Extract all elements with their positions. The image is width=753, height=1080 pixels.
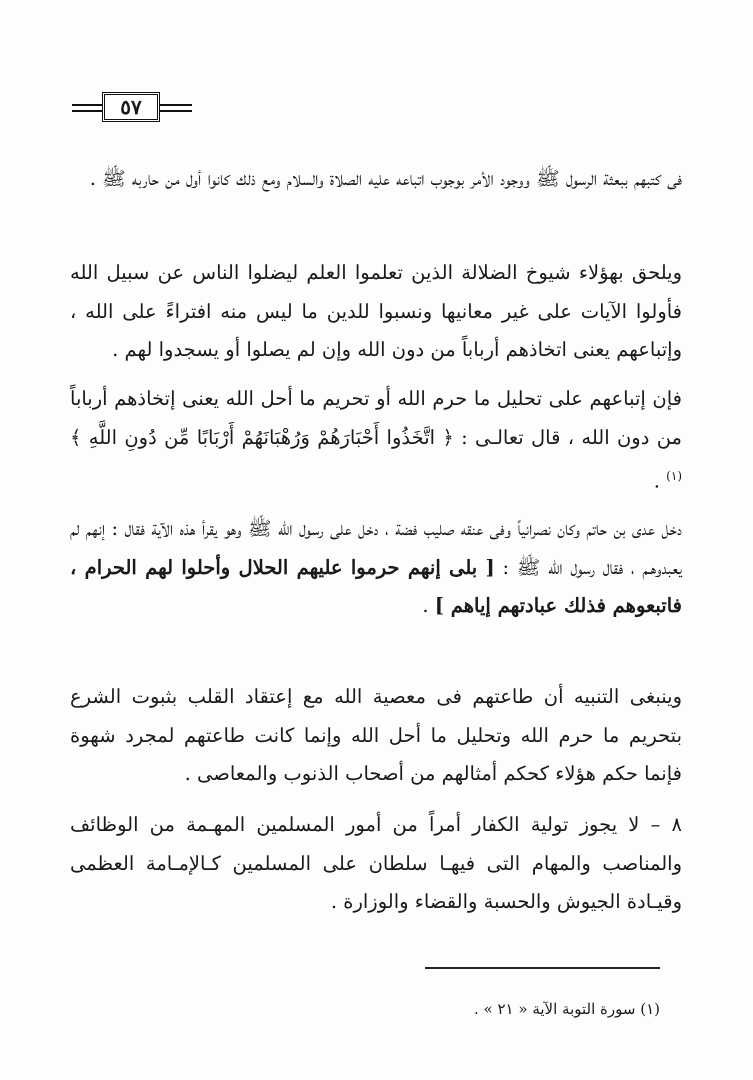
header-rule-left	[72, 104, 102, 106]
header-rule-right	[160, 104, 192, 106]
paragraph-4	[70, 510, 682, 626]
footnote: (١) سورة التوبة الآية « ٢١ » .	[474, 1000, 660, 1018]
paragraph-5: وينبغى التنبيه أن طاعتهم فى معصية الله مع إعتقاد القلب بثبوت الشرع بتحريم ما حرم الله وتحليل ما أحل الله وإنما كانت طاعتهم لمجرد شهوة فإنما حكم هؤلاء كحكم أمثالهم من أصحاب الذنوب والمعاصى .	[70, 685, 682, 785]
paragraph-3	[70, 380, 682, 501]
header-rule-left-2	[72, 110, 102, 112]
hadith-end: .	[422, 594, 429, 617]
paragraph-6: ٨ – لا يجوز تولية الكفار أمراً من أمور المسلمين المهـمة من الوظائف والمناصب والمهام التى فيهـا سلطان على المسلمين كـالإمـامة العظمى وقيـادة الجيوش والحسبة والقضاء والوزارة .	[70, 813, 682, 913]
paragraph-3-text: فإن إتباعهم على تحليل ما حرم الله أو تحريم ما أحل الله يعنى إتخاذهم أرباباً من دون الله ، قال تعالـى : ﴿ اتَّخَذُوا أَحْبَارَهُمْ وَرُهْبَانَهُمْ أَرْبَابًا مِّن دُونِ اللَّهِ ﴾	[70, 387, 682, 449]
paragraph-5-block	[70, 678, 682, 794]
page-number-header	[72, 84, 192, 128]
paragraph-1: فى كتبهم ببعثة الرسول ﷺ ووجود الأمر بوجوب اتباعه عليه الصلاة والسلام ومع ذلك كانوا أول من حاربه ﷺ .	[89, 167, 682, 190]
paragraph-3-block	[70, 380, 682, 501]
paragraph-4-text: دخل عدى بن حاتم وكان نصرانياً وفى عنقه صليب فضة ، دخل على رسول الله ﷺ وهو يقرأ هذه الآية فقال : إنهم لم يعبدوهـم ، فقال رسول الله ﷺ :	[70, 517, 682, 579]
footnote-divider	[425, 967, 660, 969]
hadith-quote: [ بلى إنهم حرموا عليهم الحلال وأحلوا لهم الحرام ، فاتبعوهم فذلك عبادتهم إياهم ]	[70, 555, 682, 617]
paragraph-4-block	[70, 510, 682, 626]
paragraph-2-block	[70, 254, 682, 370]
header-rule-right-2	[160, 110, 192, 112]
paragraph-2: ويلحق بهؤلاء شيوخ الضلالة الذين تعلموا العلم ليضلوا الناس عن سبيل الله فأولوا الآيات على غير معانيها ونسبوا للدين ما ليس منه افتراءً على الله ، وإتباعهم يعنى اتخاذهم أرباباً من دون الله وإن لم يصلوا أو يسجدوا لهم .	[70, 261, 682, 361]
footnote-marker: (١)	[666, 469, 682, 483]
page-number: ٥٧	[102, 92, 160, 122]
paragraph-3-end: .	[653, 469, 660, 493]
paragraph-6-block	[70, 806, 682, 922]
paragraph-1-block	[70, 160, 682, 199]
